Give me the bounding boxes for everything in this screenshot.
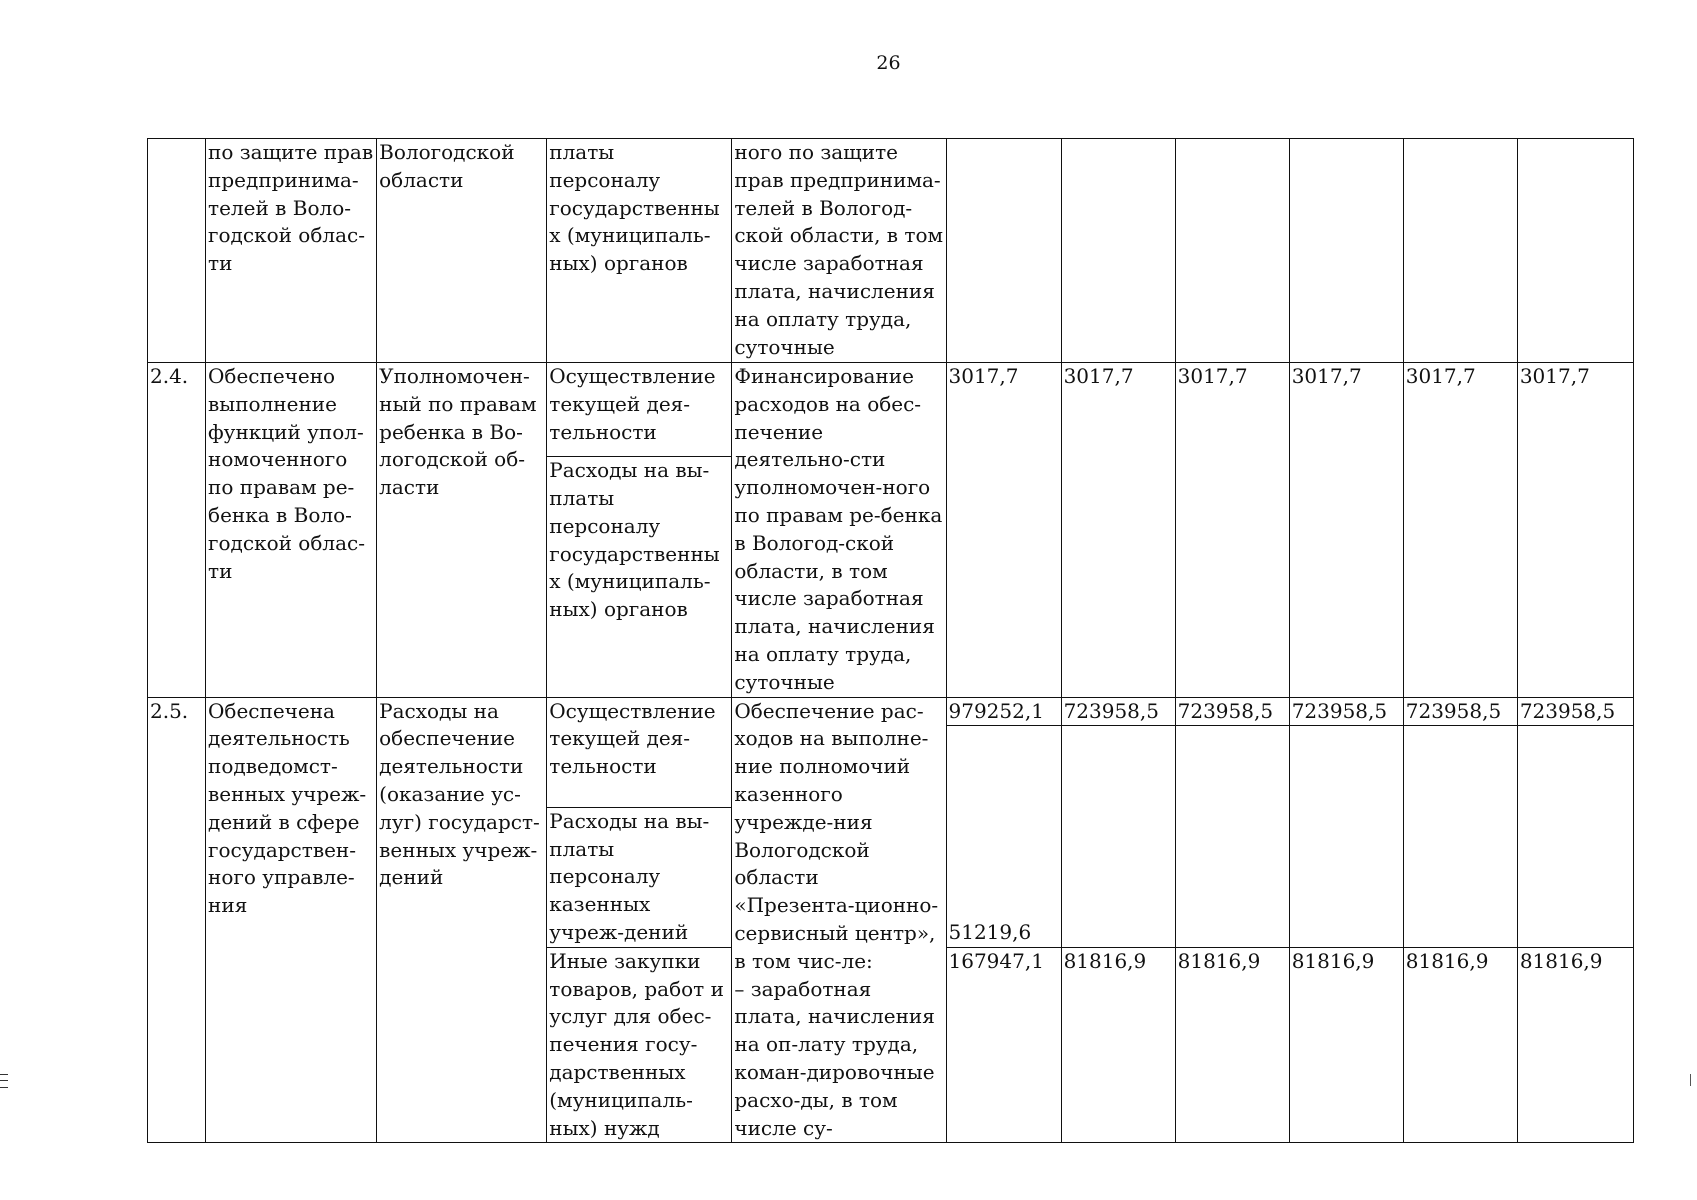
- row-number-cell: 2.4.: [148, 363, 206, 698]
- responsible-cell: Расходы на обеспечение деятельности (оказание ус-луг) государст-венных учреж-дений: [377, 697, 547, 1143]
- value-cell: 3017,7: [1517, 363, 1633, 698]
- value-cell: [1061, 726, 1175, 947]
- value-cell: 81816,9: [1403, 947, 1517, 1143]
- expense-type-cell: Расходы на вы-платы персоналу казенных учреж-дений: [547, 807, 732, 947]
- value-cell: 51219,6: [946, 726, 1061, 947]
- value-cell: 723958,5: [1403, 697, 1517, 726]
- value-cell: 3017,7: [1061, 363, 1175, 698]
- value-cell: 979252,1: [946, 697, 1061, 726]
- description-cell: ного по защите прав предпринима-телей в Вологод-ской области, в том числе заработная плата, начисления на оплату труда, суточные: [732, 139, 946, 363]
- row-number-cell: 2.5.: [148, 697, 206, 1143]
- goal-cell: по защите прав предпринима-телей в Воло-годской облас-ти: [206, 139, 377, 363]
- goal-cell: Обеспечена деятельность подведомст-венных учреж-дений в сфере государствен-ного управле-ния: [206, 697, 377, 1143]
- scan-edge-mark: [0, 1074, 8, 1088]
- table-row: [148, 139, 1634, 363]
- value-cell: 167947,1: [946, 947, 1061, 1143]
- expense-type-cell: Иные закупки товаров, работ и услуг для обес-печения госу-дарственных (муниципаль-ных) нужд: [547, 947, 732, 1143]
- value-cell: [1517, 726, 1633, 947]
- value-cell: [1289, 139, 1403, 363]
- value-cell: 81816,9: [1175, 947, 1289, 1143]
- value-cell: 723958,5: [1061, 697, 1175, 726]
- description-cell: Обеспечение рас-ходов на выполне-ние полномочий казенного учрежде-ния Вологодской области «Презента-ционно-сервисный центр», в том чис-ле: – заработная плата, начисления на оп-лату труда, коман-дировочные расхо-ды, в том числе су-: [732, 697, 946, 1143]
- value-cell: 3017,7: [946, 363, 1061, 698]
- value-cell: 723958,5: [1289, 697, 1403, 726]
- description-cell: Финансирование расходов на обес-печение деятельно-сти уполномочен-ного по правам ре-бенка в Вологод-ской области, в том числе заработная плата, начисления на оплату труда, суточные: [732, 363, 946, 698]
- page-number: 26: [876, 52, 901, 74]
- expense-type-cell: Расходы на вы-платы персоналу государственных (муниципаль-ных) органов: [547, 457, 732, 697]
- value-cell: 723958,5: [1175, 697, 1289, 726]
- responsible-cell: Вологодской области: [377, 139, 547, 363]
- expense-type-cell: Осуществление текущей дея-тельности: [547, 363, 732, 457]
- value-cell: [1061, 139, 1175, 363]
- value-cell: [1175, 726, 1289, 947]
- value-cell: [1175, 139, 1289, 363]
- value-cell: 81816,9: [1517, 947, 1633, 1143]
- value-cell: 3017,7: [1175, 363, 1289, 698]
- responsible-cell: Уполномочен-ный по правам ребенка в Во-логодской об-ласти: [377, 363, 547, 698]
- value-cell: 3017,7: [1289, 363, 1403, 698]
- value-cell: [1403, 139, 1517, 363]
- value-cell: 81816,9: [1289, 947, 1403, 1143]
- scan-edge-mark-right: [1690, 1074, 1697, 1086]
- value-cell: [1289, 726, 1403, 947]
- value-cell: 723958,5: [1517, 697, 1633, 726]
- table-row: [148, 363, 1634, 457]
- expense-type-cell: Осуществление текущей дея-тельности: [547, 697, 732, 807]
- value-cell: 81816,9: [1061, 947, 1175, 1143]
- value-cell: [1517, 139, 1633, 363]
- table-row: [148, 697, 1634, 726]
- row-number-cell: [148, 139, 206, 363]
- goal-cell: Обеспечено выполнение функций упол-номоченного по правам ре-бенка в Воло-годской облас-ти: [206, 363, 377, 698]
- value-cell: [1403, 726, 1517, 947]
- expense-type-cell: платы персоналу государственных (муниципаль-ных) органов: [547, 139, 732, 363]
- value-cell: 3017,7: [1403, 363, 1517, 698]
- budget-table: [147, 138, 1634, 1143]
- value-cell: [946, 139, 1061, 363]
